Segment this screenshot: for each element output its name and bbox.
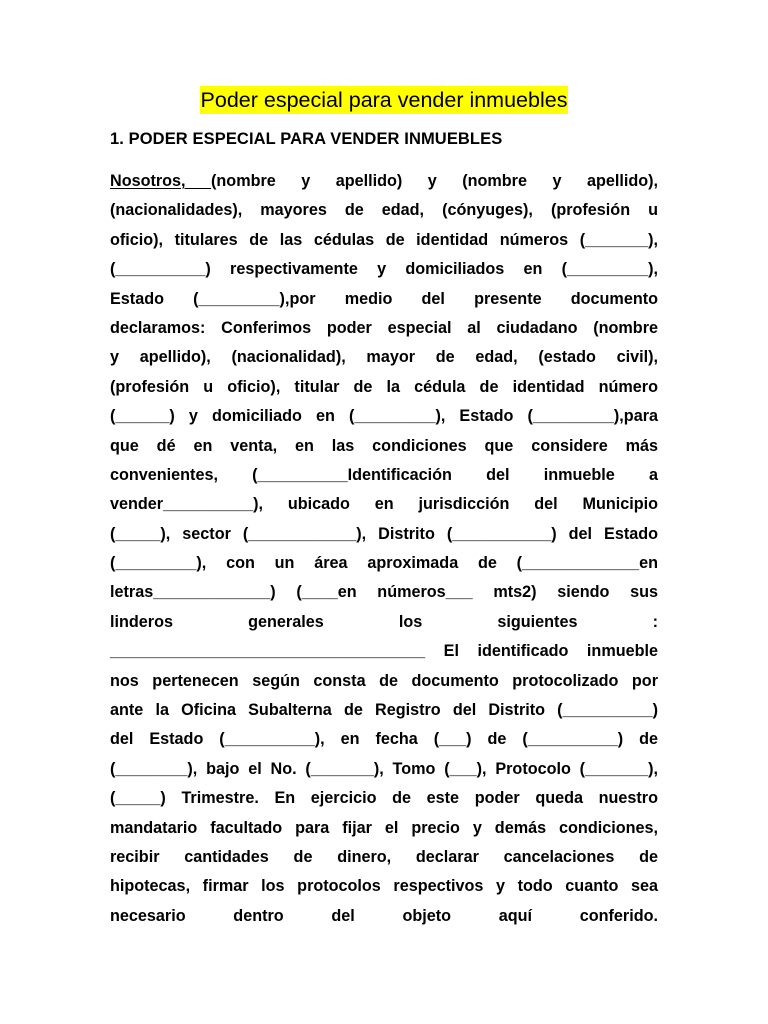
- paragraph-line: (nacionalidades), mayores de edad, (cónyuges), (profesión u: [110, 201, 658, 220]
- paragraph-line: (______) y domiciliado en (_________), Estado (_________),para: [110, 407, 658, 426]
- paragraph-line: (_________), con un área aproximada de (_____________en: [110, 554, 658, 573]
- paragraph-line: Estado (_________),por medio del presente documento: [110, 289, 658, 308]
- paragraph-line: y apellido), (nacionalidad), mayor de edad, (estado civil),: [110, 348, 658, 367]
- paragraph-line: (profesión u oficio), titular de la cédula de identidad número: [110, 377, 658, 396]
- paragraph-line: mandatario facultado para fijar el precio y demás condiciones,: [110, 818, 658, 837]
- document-title: Poder especial para vender inmuebles: [200, 88, 568, 112]
- paragraph-line: (________), bajo el No. (_______), Tomo (___), Protocolo (_______),: [110, 759, 658, 778]
- paragraph-line: [110, 167, 658, 196]
- paragraph-line: que dé en venta, en las condiciones que considere más: [110, 436, 658, 455]
- paragraph-line: hipotecas, firmar los protocolos respectivos y todo cuanto sea: [110, 877, 658, 896]
- paragraph-line: ante la Oficina Subalterna de Registro del Distrito (__________): [110, 701, 658, 720]
- paragraph-line: letras_____________) (____en números___ mts2) siendo sus: [110, 583, 658, 602]
- paragraph-line: (_____), sector (____________), Distrito (___________) del Estado: [110, 524, 658, 543]
- paragraph-line-text: (nombre y apellido) y (nombre y apellido),: [211, 172, 658, 190]
- title-container: [0, 86, 768, 114]
- paragraph-line: linderos generales los siguientes :: [110, 612, 658, 631]
- paragraph-line: necesario dentro del objeto aquí conferido.: [110, 906, 658, 925]
- section-heading: 1. PODER ESPECIAL PARA VENDER INMUEBLES: [110, 130, 503, 148]
- paragraph-line: ___________________________________ El identificado inmueble: [110, 642, 658, 661]
- paragraph-line: del Estado (__________), en fecha (___) de (__________) de: [110, 730, 658, 749]
- paragraph-line: convenientes, (__________Identificación del inmueble a: [110, 465, 658, 484]
- paragraph-line: oficio), titulares de las cédulas de identidad números (_______),: [110, 230, 658, 249]
- paragraph-line: (_____) Trimestre. En ejercicio de este poder queda nuestro: [110, 789, 658, 808]
- body-paragraph: [110, 167, 658, 931]
- paragraph-line: declaramos: Conferimos poder especial al ciudadano (nombre: [110, 318, 658, 337]
- underlined-opening-word: Nosotros,: [110, 172, 212, 190]
- paragraph-line: nos pertenecen según consta de documento protocolizado por: [110, 671, 658, 690]
- paragraph-line: vender__________), ubicado en jurisdicción del Municipio: [110, 495, 658, 514]
- paragraph-line: recibir cantidades de dinero, declarar cancelaciones de: [110, 847, 658, 866]
- paragraph-line: (__________) respectivamente y domiciliados en (_________),: [110, 260, 658, 279]
